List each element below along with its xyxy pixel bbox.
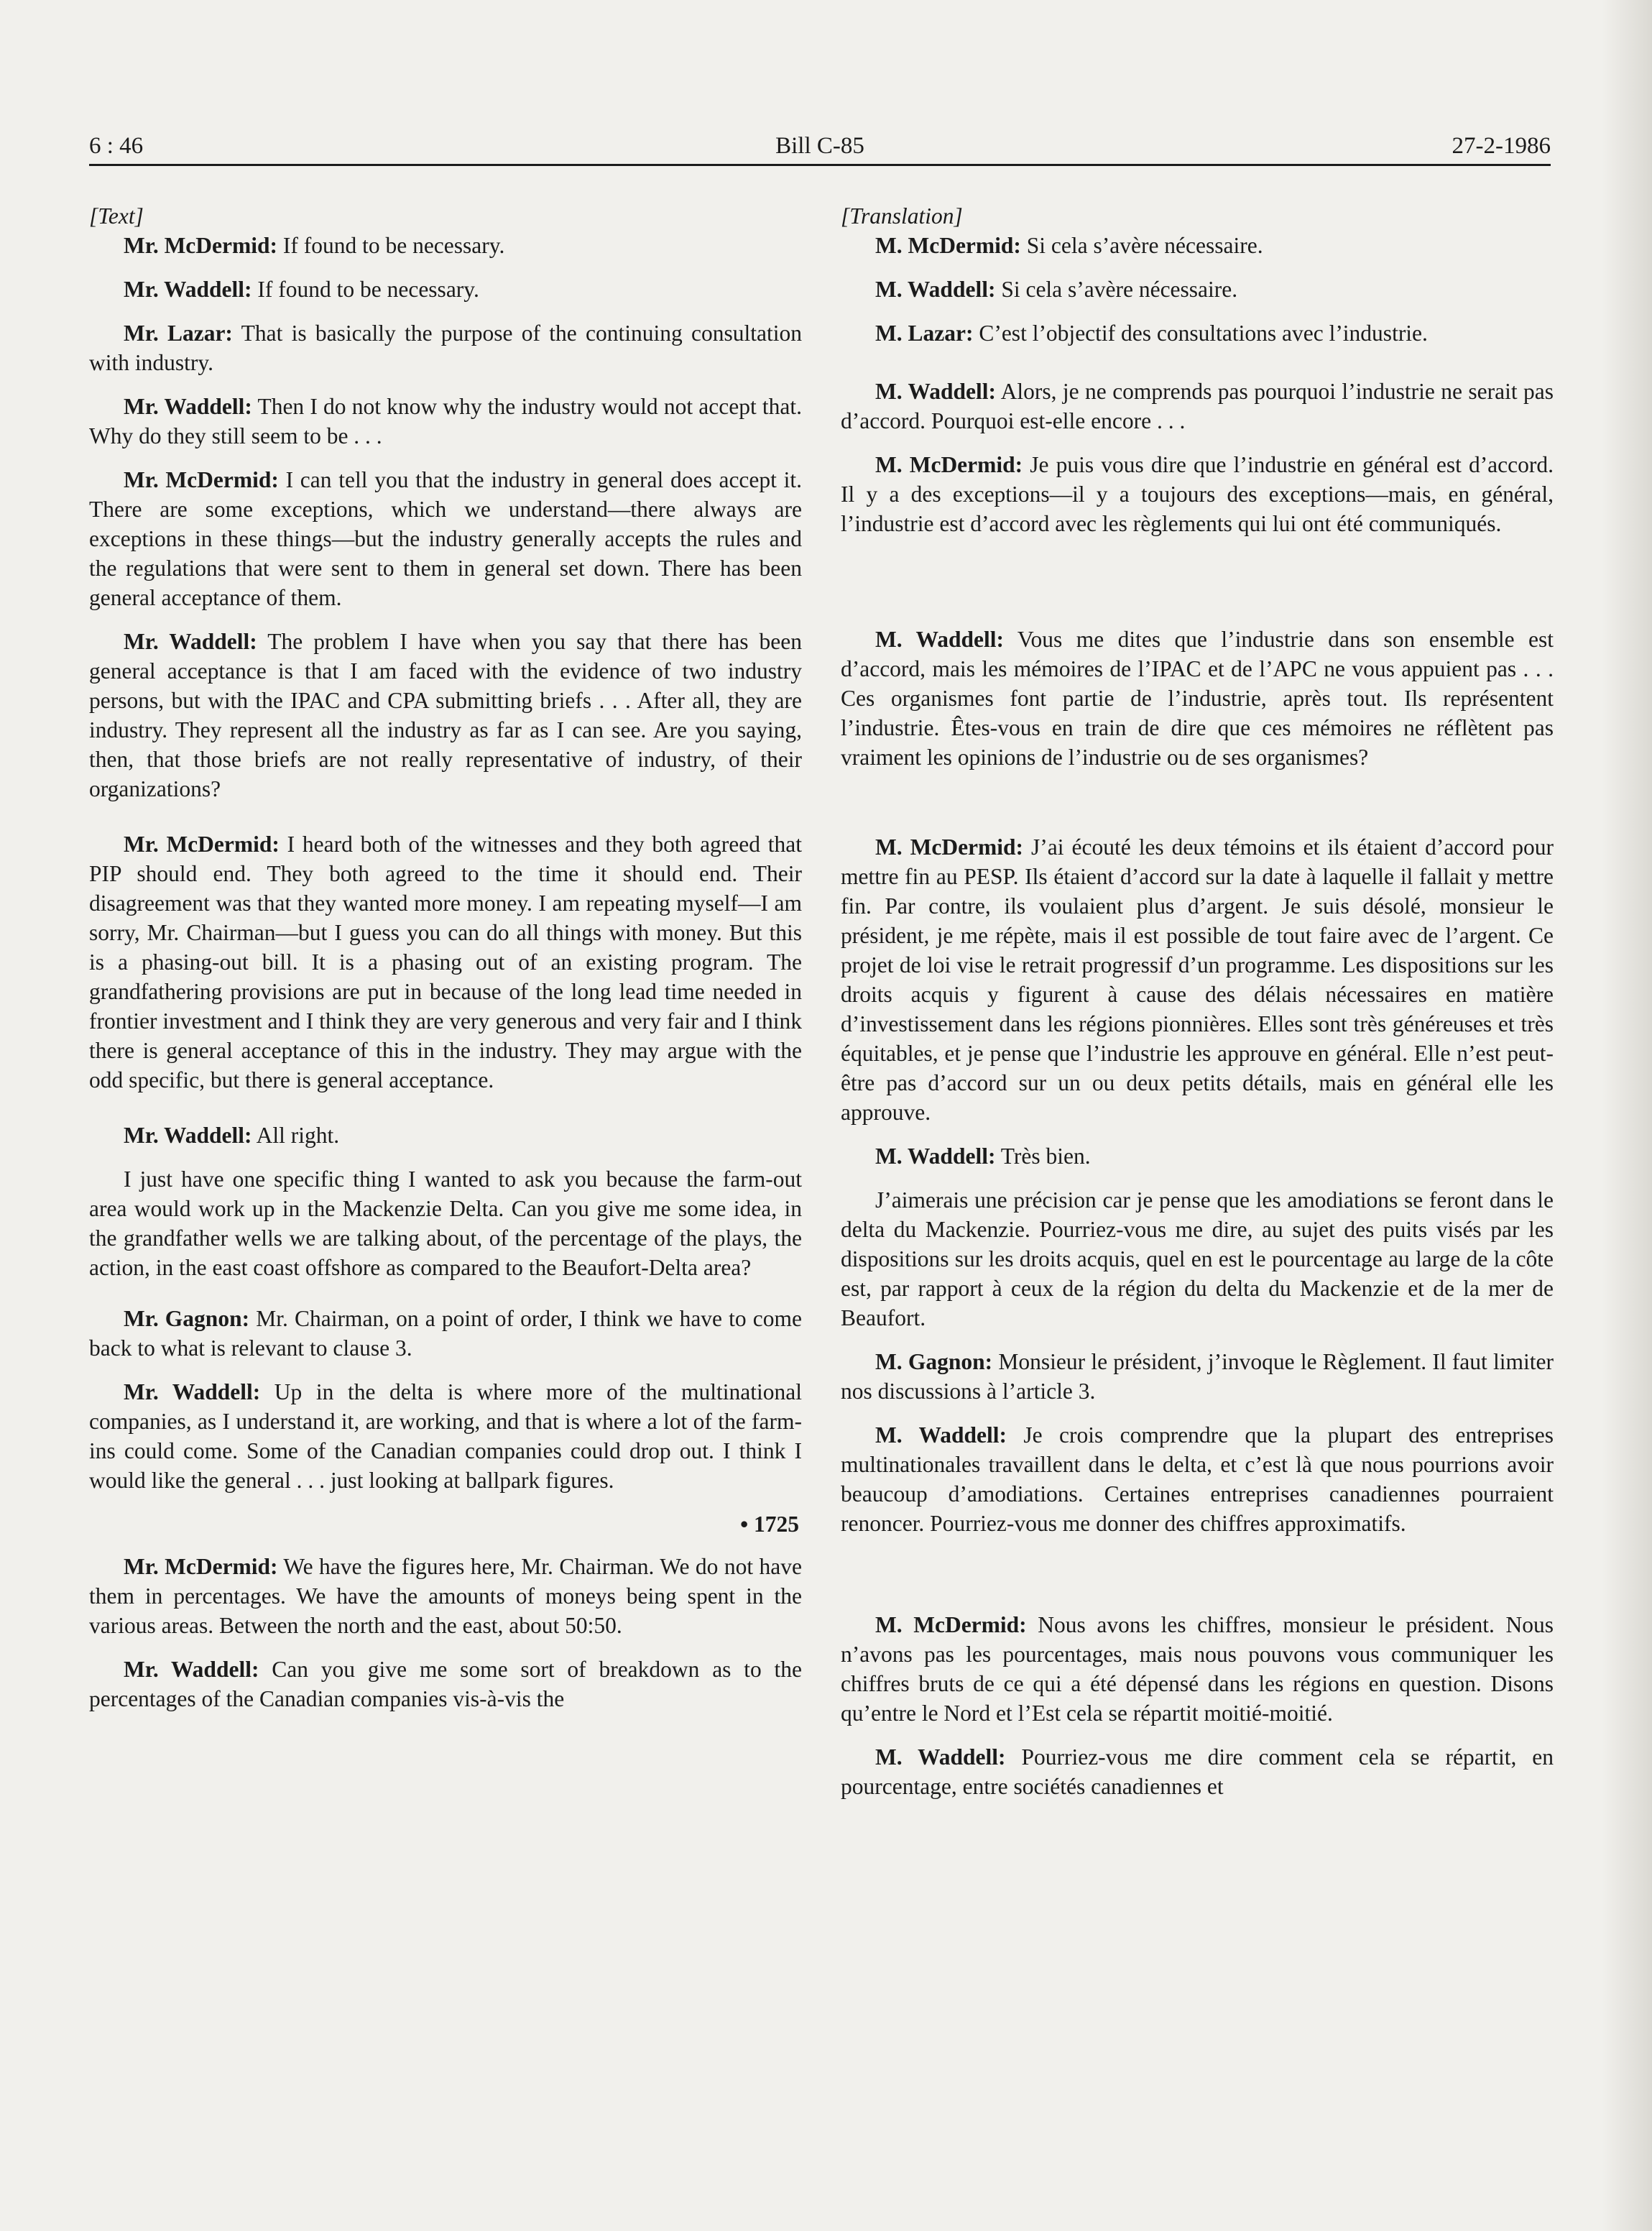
paragraph <box>841 832 1554 1127</box>
speech: Then I do not know why the industry would not accept that. Why do they still seem to be . . . <box>89 394 802 448</box>
speaker: Mr. Waddell: <box>124 629 257 654</box>
speaker: M. Waddell: <box>875 379 996 404</box>
speaker: Mr. Lazar: <box>124 321 233 346</box>
paragraph <box>89 392 802 451</box>
speech: I heard both of the witnesses and they both agreed that PIP should end. They both agreed to the time it should end. Their disagreement was that they wanted more money. I am repeating myself—I am sorry, Mr. Chairman—but I guess you can do all things with money. But this is a phasing-out bill. It is a phasing out of an existing program. The grandfathering provisions are put in because of the long lead time needed in frontier investment and I think they are very generous and very fair and I think there is general acceptance of this in the industry. They may argue with the odd specific, but there is general acceptance. <box>89 832 803 1092</box>
speaker: Mr. McDermid: <box>124 233 277 258</box>
speaker: M. Waddell: <box>875 1422 1007 1448</box>
speech: The problem I have when you say that there has been general acceptance is that I am faced with the evidence of two industry persons, but with the IPAC and CPA submitting briefs . . . After all, they are industry. They represent all the industry as far as I can see. Are you saying, then, that those briefs are not really representative of industry, of their organizations? <box>89 629 802 801</box>
section-label-translation: [Translation] <box>841 203 963 229</box>
page-header <box>89 128 1551 164</box>
speech: Up in the delta is where more of the multinational companies, as I understand it, are working, and that is where a lot of the farm-ins could come. Some of the Canadian companies could drop out. I think I would like the general . . . just looking at ballpark figures. <box>89 1379 802 1493</box>
speech: J’aimerais une précision car je pense que les amodiations se feront dans le delta du Mackenzie. Pourriez-vous me dire, au sujet des puits visés par les dispositions sur les droits acquis, quel en est le pourcentage au large de la côte est, par rapport à ceux de la région du delta du Mackenzie et de la mer de Beaufort. <box>841 1187 1554 1330</box>
speaker: M. Waddell: <box>875 1744 1006 1770</box>
speech: Si cela s’avère nécessaire. <box>995 277 1238 302</box>
speaker: Mr. Waddell: <box>124 277 252 302</box>
speech: Je crois comprendre que la plupart des entreprises multinationales travaillent dans le delta, et c’est là que nous pourrions avoir beaucoup d’amodiations. Certaines entreprises canadiennes pourraient renoncer. Pourriez-vous me donner des chiffres approximatifs. <box>841 1422 1554 1536</box>
speaker: Mr. Waddell: <box>124 1657 259 1682</box>
paragraph <box>841 1610 1554 1728</box>
speaker: Mr. McDermid: <box>124 832 280 857</box>
paragraph <box>841 450 1554 538</box>
page-number: 6 : 46 <box>89 133 144 159</box>
paragraph <box>841 1185 1554 1333</box>
speaker: Mr. McDermid: <box>124 467 279 492</box>
speech: Si cela s’avère nécessaire. <box>1020 233 1263 258</box>
speaker: M. Gagnon: <box>875 1349 993 1374</box>
speech: C’est l’objectif des consultations avec l’industrie. <box>973 321 1428 346</box>
speech: Monsieur le président, j’invoque le Règlement. Il faut limiter nos discussions à l’article 3. <box>841 1349 1554 1404</box>
speech: Mr. Chairman, on a point of order, I think we have to come back to what is relevant to clause 3. <box>89 1306 802 1361</box>
paragraph <box>841 377 1554 436</box>
speaker: Mr. Waddell: <box>124 1123 252 1148</box>
speech: If found to be necessary. <box>252 277 479 302</box>
speech: Je puis vous dire que l’industrie en général est d’accord. Il y a des exceptions—il y a toujours des exceptions—mais, en général, l’industrie est d’accord avec les règlements qui lui ont été communiqués. <box>841 452 1554 536</box>
paragraph <box>89 627 802 804</box>
speaker: M. Waddell: <box>875 1144 996 1169</box>
section-label-text: [Text] <box>89 203 144 229</box>
speech: I just have one specific thing I wanted to ask you because the farm-out area would work up in the Mackenzie Delta. Can you give me some idea, in the grandfather wells we are talking about, of the percentage of the plays, the action, in the east coast offshore as compared to the Beaufort-Delta area? <box>89 1167 802 1280</box>
speaker: M. McDermid: <box>875 233 1021 258</box>
paragraph <box>89 1377 802 1495</box>
speech: Alors, je ne comprends pas pourquoi l’industrie ne serait pas d’accord. Pourquoi est-elle encore . . . <box>841 379 1554 433</box>
speech: If found to be necessary. <box>277 233 505 258</box>
header-rule <box>89 164 1551 166</box>
speaker: Mr. McDermid: <box>124 1554 278 1579</box>
timestamp-marker: • 1725 <box>740 1512 799 1537</box>
speaker: M. McDermid: <box>875 1612 1027 1637</box>
paragraph <box>89 465 802 612</box>
speaker: M. McDermid: <box>875 452 1023 477</box>
paragraph <box>841 1742 1554 1801</box>
speaker: M. Waddell: <box>875 277 996 302</box>
speech: Vous me dites que l’industrie dans son ensemble est d’accord, mais les mémoires de l’IPAC et de l’APC ne vous appuient pas . . . Ces organismes font partie de l’industrie, après tout. Ils représentent l’industrie. Êtes-vous en train de dire que ces mémoires ne réflètent pas vraiment les opinions de l’industrie ou de ses organismes? <box>841 627 1554 770</box>
bill-title: Bill C-85 <box>775 133 864 159</box>
speech: Nous avons les chiffres, monsieur le président. Nous n’avons pas les pourcentages, mais nous pouvons vous communiquer les chiffres bruts de ce qui a été dépensé dans les régions en question. Disons qu’entre le Nord et l’Est cela se répartit moitié-moitié. <box>841 1612 1554 1726</box>
paragraph <box>841 231 1554 260</box>
paragraph <box>89 1552 802 1640</box>
page-edge-shadow <box>1602 0 1652 2231</box>
page-date: 27-2-1986 <box>1452 133 1551 159</box>
speaker: Mr. Waddell: <box>124 394 252 419</box>
speaker: Mr. Waddell: <box>124 1379 261 1404</box>
paragraph <box>89 1121 802 1150</box>
paragraph <box>841 1141 1554 1171</box>
paragraph <box>89 231 802 260</box>
speaker: Mr. Gagnon: <box>124 1306 250 1331</box>
paragraph <box>841 318 1554 348</box>
english-column <box>89 201 802 1728</box>
paragraph <box>841 275 1554 304</box>
speech: All right. <box>252 1123 340 1148</box>
speech: J’ai écouté les deux témoins et ils étaient d’accord pour mettre fin au PESP. Ils étaient d’accord sur la date à laquelle il fallait y mettre fin. Par contre, ils voulaient plus d’argent. Je suis désolé, monsieur le président, je me répète, mais il est possible de tout faire avec de l’argent. Ce projet de loi vise le retrait progressif d’un programme. Les dispositions sur les droits acquis y figurent à cause des délais nécessaires en matière d’investissement dans les régions pionnières. Elles sont très généreuses et très équitables, et je pense que l’industrie les approuve en général. Elle n’est peut-être pas d’accord sur un ou deux petits détails, mais en général elle les approuve. <box>841 834 1554 1125</box>
paragraph <box>89 318 802 377</box>
paragraph <box>89 829 802 1095</box>
paragraph <box>841 625 1554 772</box>
speech: Pourriez-vous me dire comment cela se répartit, en pourcentage, entre sociétés canadiennes et <box>841 1744 1554 1799</box>
paragraph <box>841 1420 1554 1538</box>
paragraph <box>841 1347 1554 1406</box>
speech: I can tell you that the industry in general does accept it. There are some exceptions, which we understand—there always are exceptions in these things—but the industry generally accepts the rules and the regulations that were sent to them in general set down. There has been general acceptance of them. <box>89 467 803 610</box>
paragraph <box>89 275 802 304</box>
french-column <box>841 201 1554 1816</box>
speaker: M. Waddell: <box>875 627 1004 652</box>
speaker: M. Lazar: <box>875 321 974 346</box>
paragraph <box>89 1304 802 1363</box>
speech: Can you give me some sort of breakdown as to the percentages of the Canadian companies vis-à-vis the <box>89 1657 802 1711</box>
speaker: M. McDermid: <box>875 834 1024 860</box>
paragraph <box>89 1655 802 1714</box>
speech: That is basically the purpose of the continuing consultation with industry. <box>89 321 802 375</box>
paragraph <box>89 1164 802 1282</box>
speech: We have the figures here, Mr. Chairman. We do not have them in percentages. We have the amounts of moneys being spent in the various areas. Between the north and the east, about 50:50. <box>89 1554 802 1638</box>
speech: Très bien. <box>995 1144 1091 1169</box>
